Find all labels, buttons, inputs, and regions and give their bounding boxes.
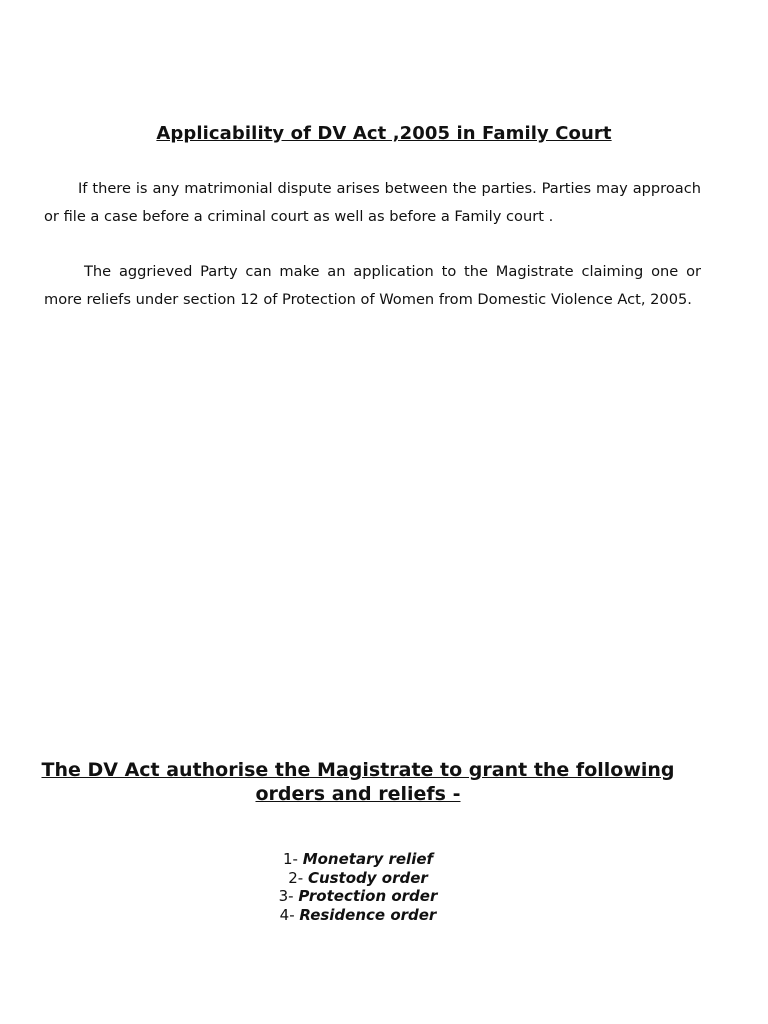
relief-label: Protection order (298, 887, 438, 905)
relief-list (240, 850, 476, 924)
section-heading-reliefs: The DV Act authorise the Magistrate to grant the following orders and reliefs - (41, 759, 675, 805)
paragraph-matrimonial-dispute: If there is any matrimonial dispute arises between the parties. Parties may approach or file a case before a criminal court as well as before a Family court . (44, 180, 701, 225)
relief-number: 4- (279, 905, 300, 924)
relief-item-custody (240, 869, 476, 888)
relief-item-residence (240, 906, 476, 925)
relief-label: Custody order (307, 868, 428, 887)
relief-item-protection (240, 887, 476, 906)
paragraph-aggrieved-party: The aggrieved Party can make an application to the Magistrate claiming one or more reliefs under section 12 of Protection of Women from Domestic Violence Act, 2005. (44, 263, 701, 308)
relief-number: 2- (288, 868, 308, 887)
relief-number: 1- (282, 850, 303, 868)
relief-label: Monetary relief (302, 850, 434, 868)
document-title: Applicability of DV Act ,2005 in Family Court (156, 123, 612, 144)
relief-label: Residence order (299, 905, 437, 924)
relief-item-monetary (240, 850, 476, 869)
relief-number: 3- (278, 887, 299, 905)
